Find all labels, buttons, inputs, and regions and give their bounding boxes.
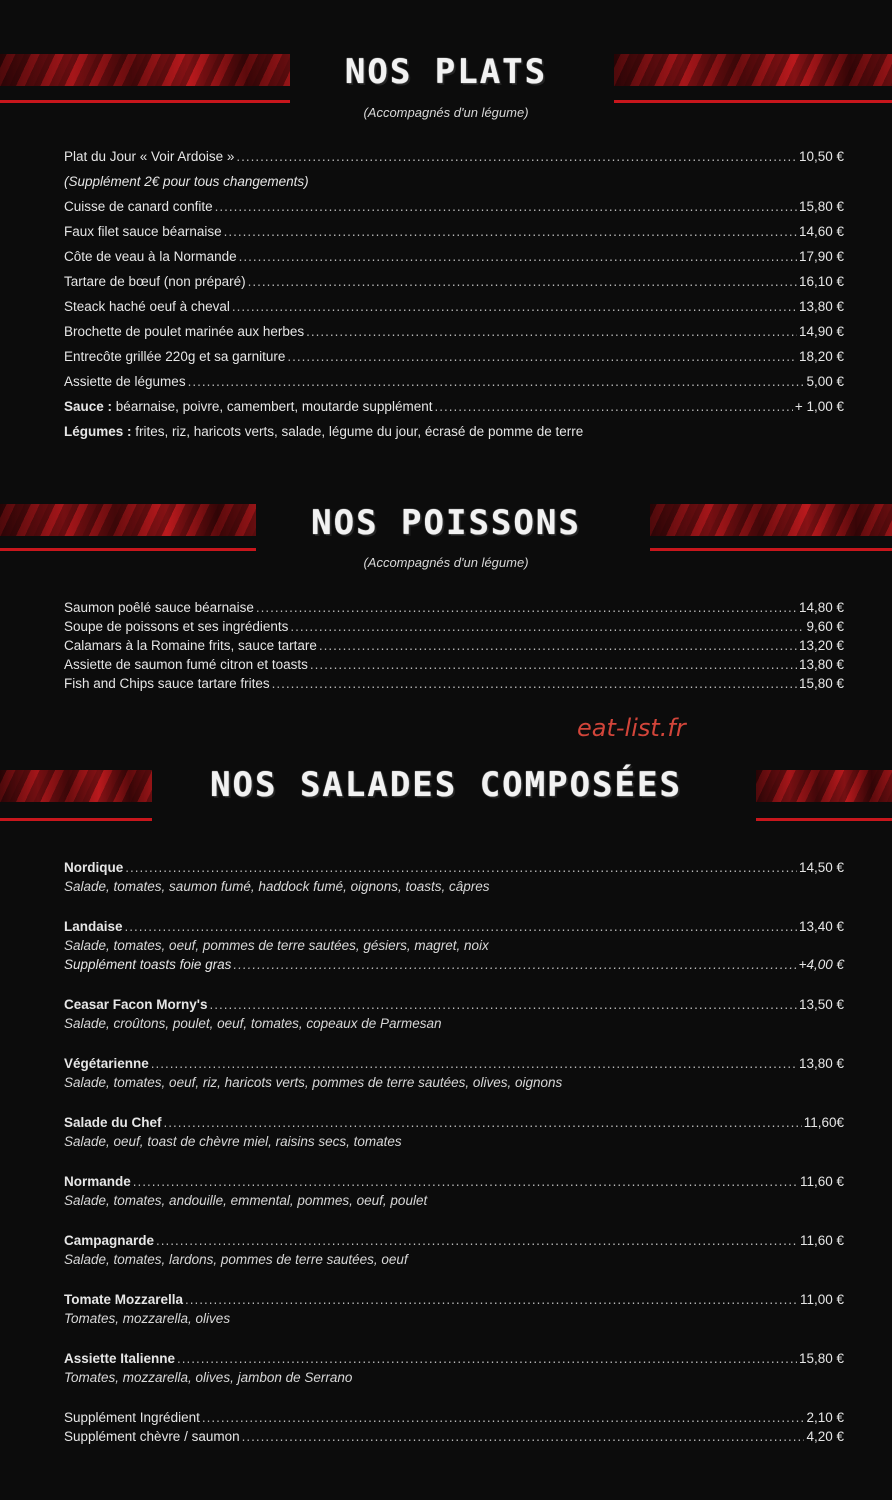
item-description: Salade, tomates, oeuf, riz, haricots verts, pommes de terre sautées, olives, oignons	[64, 1075, 563, 1090]
item-description: Tomates, mozzarella, olives	[64, 1311, 231, 1326]
item-name: Tomate Mozzarella	[64, 1292, 184, 1307]
item-name: Salade du Chef	[64, 1115, 162, 1130]
menu-item	[64, 149, 844, 174]
item-price: 18,20 €	[798, 349, 844, 364]
dot-leader	[256, 600, 797, 615]
item-description: Salade, tomates, saumon fumé, haddock fumé, oignons, toasts, câpres	[64, 879, 490, 894]
item-price: 15,80 €	[798, 1351, 844, 1366]
dot-leader	[125, 860, 797, 875]
item-name: Campagnarde	[64, 1233, 155, 1248]
item-description: Salade, tomates, andouille, emmental, pommes, oeuf, poulet	[64, 1193, 428, 1208]
menu-item	[64, 619, 844, 638]
supplement-row	[64, 957, 844, 976]
item-name: Entrecôte grillée 220g et sa garniture	[64, 349, 286, 364]
dot-leader	[188, 374, 805, 389]
item-price: 13,80 €	[798, 657, 844, 672]
item-name: Fish and Chips sauce tartare frites	[64, 676, 270, 691]
item-price: 14,60 €	[798, 224, 844, 239]
dot-leader	[185, 1292, 798, 1307]
menu-item	[64, 274, 844, 299]
salad-block	[64, 1292, 844, 1351]
item-name: Normande	[64, 1174, 131, 1189]
menu-item	[64, 1292, 844, 1311]
item-price: 13,80 €	[798, 1056, 844, 1071]
menu-note: (Supplément 2€ pour tous changements)	[64, 174, 309, 189]
sauce-label: Sauce :	[64, 399, 113, 414]
salad-block	[64, 997, 844, 1056]
item-description: Salade, tomates, lardons, pommes de terre sautées, oeuf	[64, 1252, 408, 1267]
menu-item	[64, 600, 844, 619]
item-name: Steack haché oeuf à cheval	[64, 299, 230, 314]
dot-leader	[239, 249, 797, 264]
dot-leader	[306, 324, 797, 339]
item-price: 14,50 €	[798, 860, 844, 875]
item-name: Faux filet sauce béarnaise	[64, 224, 222, 239]
menu-item	[64, 224, 844, 249]
item-name: Assiette Italienne	[64, 1351, 176, 1366]
dot-leader	[434, 399, 792, 414]
menu-item	[64, 1351, 844, 1370]
dot-leader	[319, 638, 797, 653]
item-name: Côte de veau à la Normande	[64, 249, 237, 264]
dot-leader	[215, 199, 797, 214]
menu-item	[64, 299, 844, 324]
section-title-plats: NOS PLATS	[344, 52, 548, 92]
item-price: 16,10 €	[798, 274, 844, 289]
salad-block	[64, 919, 844, 997]
menu-item	[64, 638, 844, 657]
section-title-poissons: NOS POISSONS	[311, 503, 581, 543]
item-price: 10,50 €	[798, 149, 844, 164]
salad-block	[64, 1056, 844, 1115]
supplement-price: 2,10 €	[806, 1410, 844, 1425]
dot-leader	[233, 957, 796, 972]
item-price: 11,60€	[803, 1115, 844, 1130]
dot-leader	[202, 1410, 805, 1425]
band-underline	[650, 548, 892, 551]
item-price: 5,00 €	[806, 374, 844, 389]
item-price: 15,80 €	[798, 676, 844, 691]
watermark-text: eat-list.fr	[577, 714, 686, 742]
menu-item	[64, 919, 844, 938]
item-description: Salade, tomates, oeuf, pommes de terre sautées, gésiers, magret, noix	[64, 938, 489, 953]
item-name: Assiette de saumon fumé citron et toasts	[64, 657, 308, 672]
item-name: Soupe de poissons et ses ingrédients	[64, 619, 289, 634]
item-price: 13,40 €	[798, 919, 844, 934]
dot-leader	[272, 676, 797, 691]
salad-block	[64, 1174, 844, 1233]
item-name: Assiette de légumes	[64, 374, 186, 389]
section-subtitle-poissons: (Accompagnés d'un légume)	[363, 555, 529, 570]
item-name: Saumon poêlé sauce béarnaise	[64, 600, 254, 615]
dot-leader	[224, 224, 797, 239]
band-underline	[614, 100, 892, 103]
menu-item	[64, 249, 844, 274]
dot-leader	[287, 349, 797, 364]
item-price: 11,60 €	[799, 1233, 844, 1248]
plats-list	[64, 149, 844, 449]
menu-item	[64, 349, 844, 374]
supplement-price: +4,00 €	[798, 957, 844, 972]
band-underline	[756, 818, 892, 821]
item-price: 11,00 €	[799, 1292, 844, 1307]
item-price: 13,80 €	[798, 299, 844, 314]
item-price: 14,80 €	[798, 600, 844, 615]
item-name: Cuisse de canard confite	[64, 199, 213, 214]
supplement-name: Supplément Ingrédient	[64, 1410, 200, 1425]
menu-item	[64, 860, 844, 879]
legumes-text: frites, riz, haricots verts, salade, légume du jour, écrasé de pomme de terre	[135, 424, 584, 439]
menu-item	[64, 1233, 844, 1252]
item-name: Brochette de poulet marinée aux herbes	[64, 324, 305, 339]
section-subtitle-plats: (Accompagnés d'un légume)	[363, 105, 529, 120]
supplement-row	[64, 1410, 844, 1429]
dot-leader	[210, 997, 797, 1012]
dot-leader	[290, 619, 804, 634]
band-underline	[0, 818, 152, 821]
menu-item	[64, 374, 844, 399]
dot-leader	[156, 1233, 798, 1248]
menu-item	[64, 657, 844, 676]
dot-leader	[125, 919, 797, 934]
salad-block	[64, 1115, 844, 1174]
poissons-list	[64, 600, 844, 695]
dot-leader	[151, 1056, 797, 1071]
dot-leader	[242, 1429, 805, 1444]
dot-leader	[133, 1174, 798, 1189]
salad-block	[64, 860, 844, 919]
salad-block	[64, 1233, 844, 1292]
salad-block	[64, 1351, 844, 1410]
salades-list	[64, 860, 844, 1448]
supplement-name: Supplément chèvre / saumon	[64, 1429, 240, 1444]
item-name: Végétarienne	[64, 1056, 149, 1071]
dot-leader	[164, 1115, 802, 1130]
section-title-salades: NOS SALADES COMPOSÉES	[210, 765, 682, 805]
supplement-price: 4,20 €	[806, 1429, 844, 1444]
sauce-price: + 1,00 €	[794, 399, 844, 414]
item-name: Calamars à la Romaine frits, sauce tartare	[64, 638, 317, 653]
item-price: 9,60 €	[806, 619, 844, 634]
item-name: Tartare de bœuf (non préparé)	[64, 274, 246, 289]
sauce-row	[64, 399, 844, 424]
item-price: 13,20 €	[798, 638, 844, 653]
dot-leader	[310, 657, 797, 672]
item-price: 17,90 €	[798, 249, 844, 264]
item-price: 14,90 €	[798, 324, 844, 339]
item-name: Landaise	[64, 919, 123, 934]
item-price: 15,80 €	[798, 199, 844, 214]
dot-leader	[232, 299, 797, 314]
menu-item	[64, 676, 844, 695]
supplement-name: Supplément toasts foie gras	[64, 957, 232, 972]
item-description: Salade, croûtons, poulet, oeuf, tomates, copeaux de Parmesan	[64, 1016, 442, 1031]
band-underline	[0, 548, 256, 551]
dot-leader	[236, 149, 797, 164]
menu-item	[64, 1174, 844, 1193]
menu-item	[64, 997, 844, 1016]
item-price: 11,60 €	[799, 1174, 844, 1189]
band-underline	[0, 100, 290, 103]
item-name: Nordique	[64, 860, 124, 875]
dot-leader	[248, 274, 797, 289]
menu-item	[64, 324, 844, 349]
item-description: Tomates, mozzarella, olives, jambon de Serrano	[64, 1370, 353, 1385]
sauce-text: béarnaise, poivre, camembert, moutarde supplément	[115, 399, 433, 414]
menu-item	[64, 199, 844, 224]
supplement-row	[64, 1429, 844, 1448]
item-description: Salade, oeuf, toast de chèvre miel, raisins secs, tomates	[64, 1134, 402, 1149]
dot-leader	[177, 1351, 797, 1366]
item-name: Ceasar Facon Morny's	[64, 997, 208, 1012]
item-name: Plat du Jour « Voir Ardoise »	[64, 149, 235, 164]
legumes-row	[64, 424, 844, 449]
menu-item	[64, 1056, 844, 1075]
legumes-label: Légumes :	[64, 424, 132, 439]
menu-item	[64, 1115, 844, 1134]
item-price: 13,50 €	[798, 997, 844, 1012]
